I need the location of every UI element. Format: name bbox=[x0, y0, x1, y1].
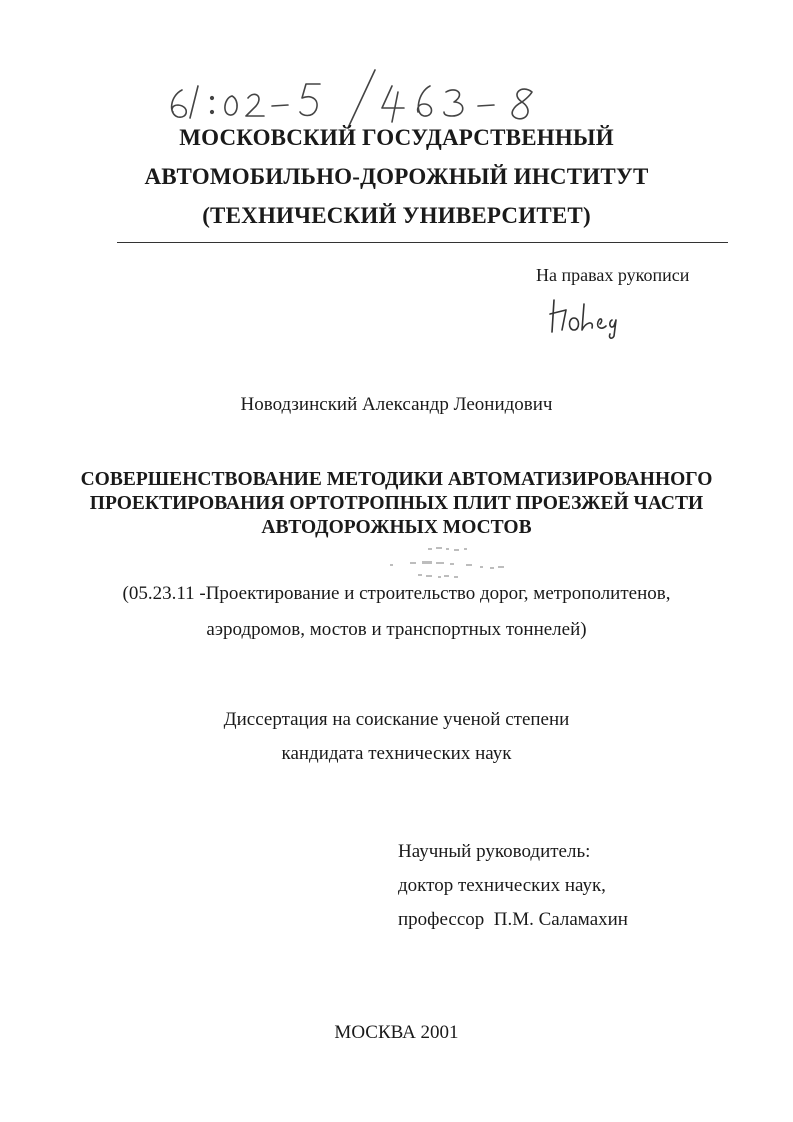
institute-line-3: (ТЕХНИЧЕСКИЙ УНИВЕРСИТЕТ) bbox=[202, 203, 591, 228]
title-line-3: АВТОДОРОЖНЫХ МОСТОВ bbox=[261, 517, 532, 538]
city-year: МОСКВА 2001 bbox=[334, 1022, 459, 1043]
degree-line-1: Диссертация на соискание ученой степени bbox=[223, 709, 570, 730]
specialty-line-2: аэродромов, мостов и транспортных тоннелей) bbox=[206, 619, 587, 640]
title-line-1: СОВЕРШЕНСТВОВАНИЕ МЕТОДИКИ АВТОМАТИЗИРОВАННОГО bbox=[80, 469, 713, 490]
specialty-code bbox=[0, 576, 793, 648]
institute-line-2: АВТОМОБИЛЬНО-ДОРОЖНЫЙ ИНСТИТУТ bbox=[144, 164, 649, 189]
author-signature bbox=[548, 292, 628, 342]
header-divider bbox=[117, 242, 728, 243]
dissertation-title bbox=[0, 468, 793, 540]
title-line-2: ПРОЕКТИРОВАНИЯ ОРТОТРОПНЫХ ПЛИТ ПРОЕЗЖЕЙ ЧАСТИ bbox=[89, 493, 704, 514]
advisor-degree: доктор технических наук, bbox=[398, 875, 606, 896]
advisor-label: Научный руководитель: bbox=[398, 841, 591, 862]
manuscript-note: На правах рукописи bbox=[536, 265, 690, 285]
author-name: Новодзинский Александр Леонидович bbox=[240, 394, 553, 415]
institute-name bbox=[0, 118, 793, 235]
institute-line-1: МОСКОВСКИЙ ГОСУДАРСТВЕННЫЙ bbox=[179, 125, 614, 150]
specialty-line-1: (05.23.11 -Проектирование и строительство дорог, метрополитенов, bbox=[122, 583, 671, 604]
scientific-advisor bbox=[398, 835, 628, 937]
advisor-name: профессор П.М. Саламахин bbox=[398, 909, 628, 930]
degree-statement bbox=[0, 703, 793, 771]
degree-line-2: кандидата технических наук bbox=[281, 743, 512, 764]
